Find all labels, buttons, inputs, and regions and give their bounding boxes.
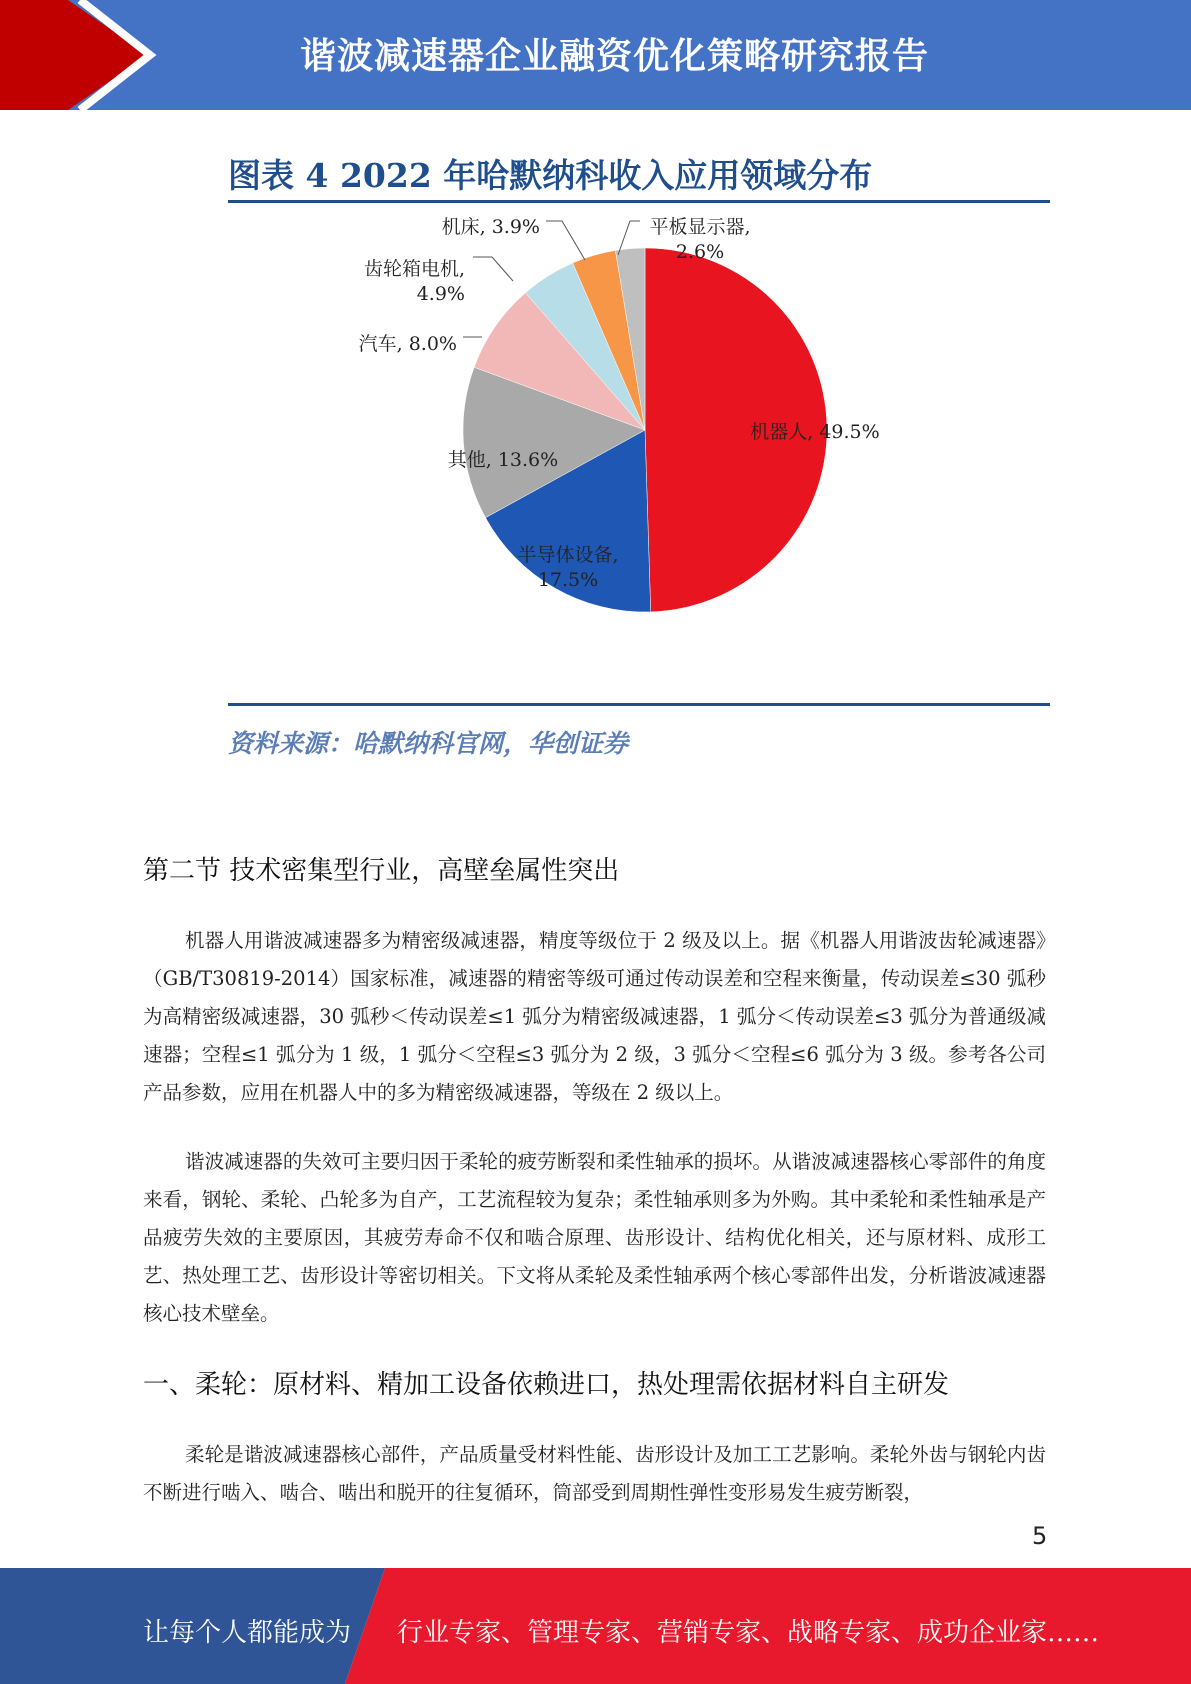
figure-top-rule [228,200,1050,203]
figure [220,140,1060,760]
slice-label: 机床, 3.9% [441,216,540,238]
slice-label: 齿轮箱电机, [363,258,465,280]
subsection-heading: 一、柔轮：原材料、精加工设备依赖进口，热处理需依据材料自主研发 [143,1370,950,1400]
leader-line [473,257,513,281]
footer-banner [0,1568,1191,1684]
slice-label: 平板显示器, [649,216,751,238]
slice-label: 机器人, 49.5% [750,421,880,443]
slice-label: 其他, 13.6% [447,449,559,471]
paragraph: 柔轮是谐波减速器核心部件，产品质量受材料性能、齿形设计及加工工艺影响。柔轮外齿与钢轮内齿不断进行啮入、啮合、啮出和脱开的往复循环，筒部受到周期性弹性变形易发生疲劳断裂， [143,1443,1046,1504]
footer-slogan-right: 行业专家、管理专家、营销专家、战略专家、成功企业家…… [397,1618,1100,1648]
footer-slogan-left: 让每个人都能成为 [143,1618,352,1648]
header-banner [0,0,1191,110]
pie-chart [220,215,1060,695]
slice-label: 17.5% [537,569,599,591]
slice-label: 4.9% [416,283,465,305]
section-heading: 第二节 技术密集型行业，高壁垒属性突出 [143,856,620,886]
header-title: 谐波减速器企业融资优化策略研究报告 [300,36,930,77]
page-number: 5 [1032,1522,1048,1550]
slice-label: 半导体设备, [517,544,619,566]
paragraph: 谐波减速器的失效可主要归因于柔轮的疲劳断裂和柔性轴承的损坏。从谐波减速器核心零部件的角度来看，钢轮、柔轮、凸轮多为自产，工艺流程较为复杂；柔性轴承则多为外购。其中柔轮和柔性轴承是产品疲劳失效的主要原因，其疲劳寿命不仅和啮合原理、齿形设计、结构优化相关，还与原材料、成形工艺、热处理工艺、齿形设计等密切相关。下文将从柔轮及柔性轴承两个核心零部件出发，分析谐波减速器核心技术壁垒。 [143,1150,1046,1325]
leader-line [546,221,585,260]
figure-source: 资料来源：哈默纳科官网，华创证券 [228,729,629,758]
figure-title: 图表 4 2022 年哈默纳科收入应用领域分布 [228,156,873,195]
slice-label: 2.6% [675,241,725,263]
figure-bottom-rule [228,703,1050,706]
slice-label: 汽车, 8.0% [358,333,457,355]
paragraph: 机器人用谐波减速器多为精密级减速器，精度等级位于 2 级及以上。据《机器人用谐波齿轮减速器》（GB/T30819-2014）国家标准，减速器的精密等级可通过传动误差和空程来衡量，传动误差≤30 弧秒为高精密级减速器，30 弧秒＜传动误差≤1 弧分为精密级减速器，1 弧分＜传动误差≤3 弧分为普通级减速器；空程≤1 弧分为 1 级，1 弧分＜空程≤3 弧分为 2 级，3 弧分＜空程≤6 弧分为 3 级。参考各公司产品参数，应用在机器人中的多为精密级减速器，等级在 2 级以上。 [143,929,1046,1104]
